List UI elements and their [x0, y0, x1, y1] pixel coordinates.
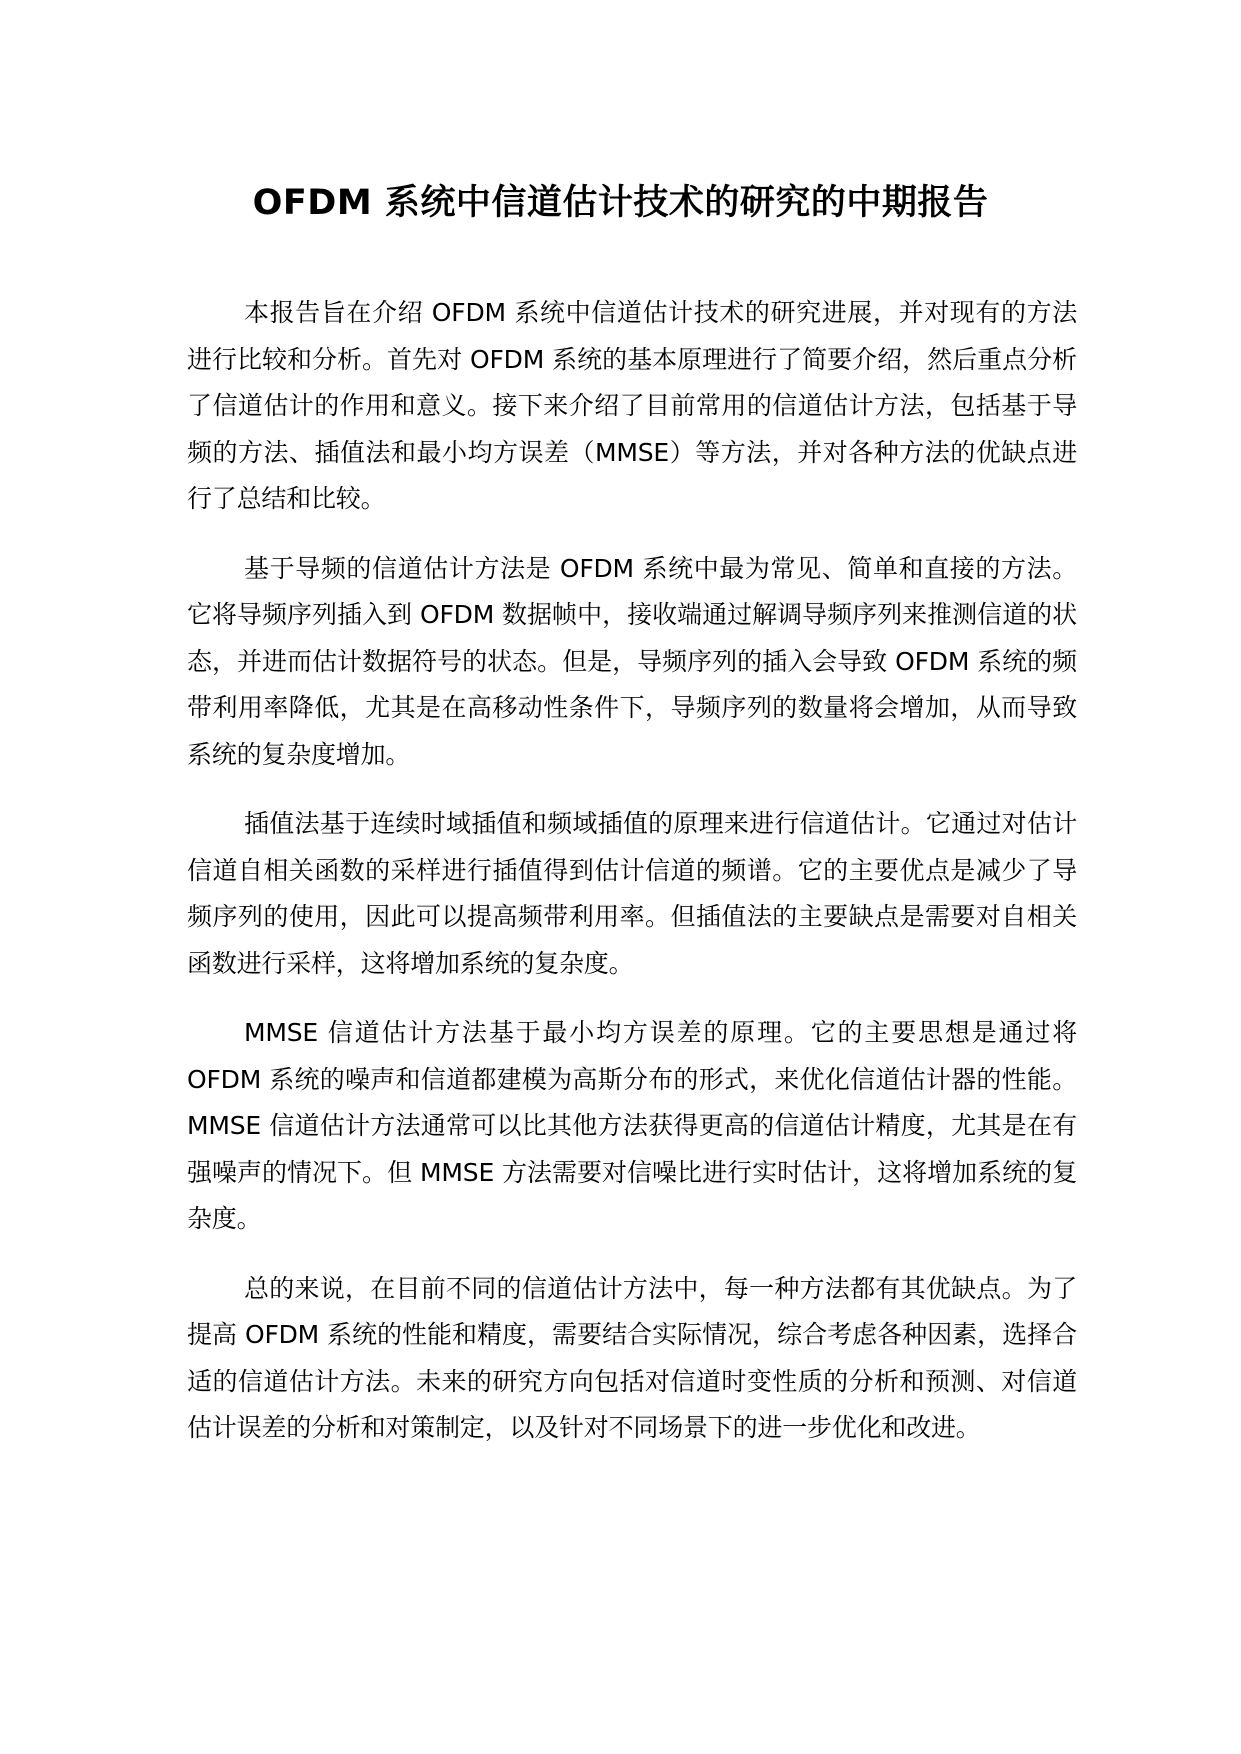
- document-title: OFDM 系统中信道估计技术的研究的中期报告: [252, 183, 989, 223]
- paragraph-conclusion: 总的来说，在目前不同的信道估计方法中，每一种方法都有其优缺点。为了提高 OFDM 系统的性能和精度，需要结合实际情况，综合考虑各种因素，选择合适的信道估计方法。未来的研究方向包括对信道时变性质的分析和预测、对信道估计误差的分析和对策制定，以及针对不同场景下的进一步优化和改进。: [187, 1273, 1077, 1442]
- paragraph-introduction: 本报告旨在介绍 OFDM 系统中信道估计技术的研究进展，并对现有的方法进行比较和分析。首先对 OFDM 系统的基本原理进行了简要介绍，然后重点分析了信道估计的作用和意义。接下来介绍了目前常用的信道估计方法，包括基于导频的方法、插值法和最小均方误差（MMSE）等方法，并对各种方法的优缺点进行了总结和比较。: [187, 298, 1077, 513]
- paragraph-interpolation-method: 插值法基于连续时域插值和频域插值的原理来进行信道估计。它通过对估计信道自相关函数的采样进行插值得到估计信道的频谱。它的主要优点是减少了导频序列的使用，因此可以提高频带利用率。但插值法的主要缺点是需要对自相关函数进行采样，这将增加系统的复杂度。: [187, 809, 1077, 978]
- document-body: [187, 290, 1077, 1475]
- paragraph-pilot-based-method: 基于导频的信道估计方法是 OFDM 系统中最为常见、简单和直接的方法。它将导频序列插入到 OFDM 数据帧中，接收端通过解调导频序列来推测信道的状态，并进而估计数据符号的状态。但是，导频序列的插入会导致 OFDM 系统的频带利用率降低，尤其是在高移动性条件下，导频序列的数量将会增加，从而导致系统的复杂度增加。: [187, 553, 1077, 769]
- paragraph-mmse-method: MMSE 信道估计方法基于最小均方误差的原理。它的主要思想是通过将 OFDM 系统的噪声和信道都建模为高斯分布的形式，来优化信道估计器的性能。MMSE 信道估计方法通常可以比其他方法获得更高的信道估计精度，尤其是在有强噪声的情况下。但 MMSE 方法需要对信噪比进行实时估计，这将增加系统的复杂度。: [187, 1018, 1077, 1233]
